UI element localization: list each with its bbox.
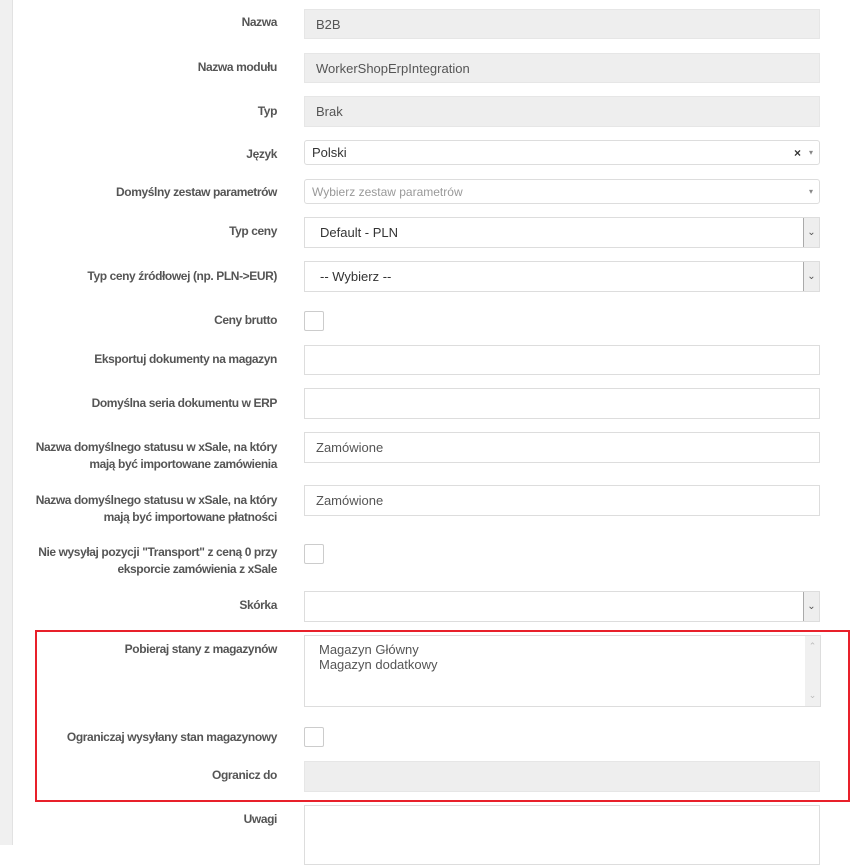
label-line: Nie wysyłaj pozycji "Transport" z ceną 0 przy <box>38 545 277 559</box>
label-line: mają być importowane płatności <box>103 510 277 524</box>
label-nazwa: Nazwa <box>241 15 277 29</box>
label-magazyny: Pobieraj stany z magazynów <box>124 642 277 656</box>
label-status-platnosci <box>17 492 277 526</box>
label-ograniczaj: Ograniczaj wysyłany stan magazynowy <box>66 730 277 744</box>
ogranicz-do-input[interactable] <box>304 761 820 792</box>
label-typ: Typ <box>257 104 277 118</box>
label-status-zamowienia <box>17 439 277 473</box>
chevron-down-icon[interactable]: ⌄ <box>808 690 817 700</box>
chevron-up-icon[interactable]: ⌃ <box>808 641 817 651</box>
chevron-down-icon: ⌄ <box>803 218 819 247</box>
label-line: eksporcie zamówienia z xSale <box>117 562 277 576</box>
clear-icon[interactable]: × <box>793 145 801 160</box>
label-skorka: Skórka <box>239 598 277 612</box>
label-typ-ceny: Typ ceny <box>229 224 277 238</box>
option-magazyn-dodatkowy[interactable]: Magazyn dodatkowy <box>319 657 438 672</box>
label-ogranicz-do: Ogranicz do <box>212 768 277 782</box>
nazwa-modulu-field[interactable] <box>304 53 820 83</box>
jezyk-select[interactable] <box>304 140 820 165</box>
magazyny-multiselect[interactable] <box>304 635 821 707</box>
typ-ceny-zrodlowej-value: -- Wybierz -- <box>320 269 392 284</box>
zestaw-placeholder: Wybierz zestaw parametrów <box>312 184 463 199</box>
zestaw-select[interactable] <box>304 179 820 204</box>
typ-value: Brak <box>316 104 343 119</box>
label-line: mają być importowane zamówienia <box>89 457 277 471</box>
scrollbar[interactable] <box>805 636 820 706</box>
ceny-brutto-checkbox[interactable] <box>304 311 324 331</box>
chevron-down-icon: ▾ <box>808 187 813 196</box>
uwagi-textarea[interactable] <box>304 805 820 865</box>
label-uwagi: Uwagi <box>243 812 277 826</box>
label-ceny-brutto: Ceny brutto <box>214 313 277 327</box>
option-magazyn-glowny[interactable]: Magazyn Główny <box>319 642 419 657</box>
nazwa-value: B2B <box>316 16 341 32</box>
label-jezyk: Język <box>246 147 277 161</box>
typ-field[interactable] <box>304 96 820 127</box>
label-line: Nazwa domyślnego statusu w xSale, na który <box>35 440 277 454</box>
ograniczaj-checkbox[interactable] <box>304 727 324 747</box>
eksportuj-input[interactable] <box>304 345 820 375</box>
status-platnosci-value: Zamówione <box>316 493 384 508</box>
label-nazwa-modulu: Nazwa modułu <box>197 60 277 74</box>
typ-ceny-select[interactable] <box>304 217 820 248</box>
skorka-select[interactable] <box>304 591 820 622</box>
label-transport <box>17 544 277 578</box>
chevron-down-icon: ⌄ <box>803 592 819 621</box>
label-line: Nazwa domyślnego statusu w xSale, na który <box>35 493 277 507</box>
transport-checkbox[interactable] <box>304 544 324 564</box>
status-zamowienia-input[interactable] <box>304 432 820 463</box>
chevron-down-icon: ▾ <box>808 148 813 157</box>
label-eksportuj: Eksportuj dokumenty na magazyn <box>94 352 277 366</box>
label-typ-ceny-zrodlowej: Typ ceny źródłowej (np. PLN->EUR) <box>87 269 277 283</box>
nazwa-field[interactable] <box>304 9 820 39</box>
left-panel-edge <box>0 0 13 845</box>
status-platnosci-input[interactable] <box>304 485 820 516</box>
label-zestaw: Domyślny zestaw parametrów <box>116 185 277 199</box>
chevron-down-icon: ⌄ <box>803 262 819 291</box>
typ-ceny-zrodlowej-select[interactable] <box>304 261 820 292</box>
status-zamowienia-value: Zamówione <box>316 440 384 455</box>
seria-input[interactable] <box>304 388 820 419</box>
nazwa-modulu-value: WorkerShopErpIntegration <box>316 60 470 76</box>
typ-ceny-value: Default - PLN <box>320 225 399 240</box>
jezyk-value: Polski <box>312 145 347 160</box>
label-seria: Domyślna seria dokumentu w ERP <box>91 396 277 410</box>
